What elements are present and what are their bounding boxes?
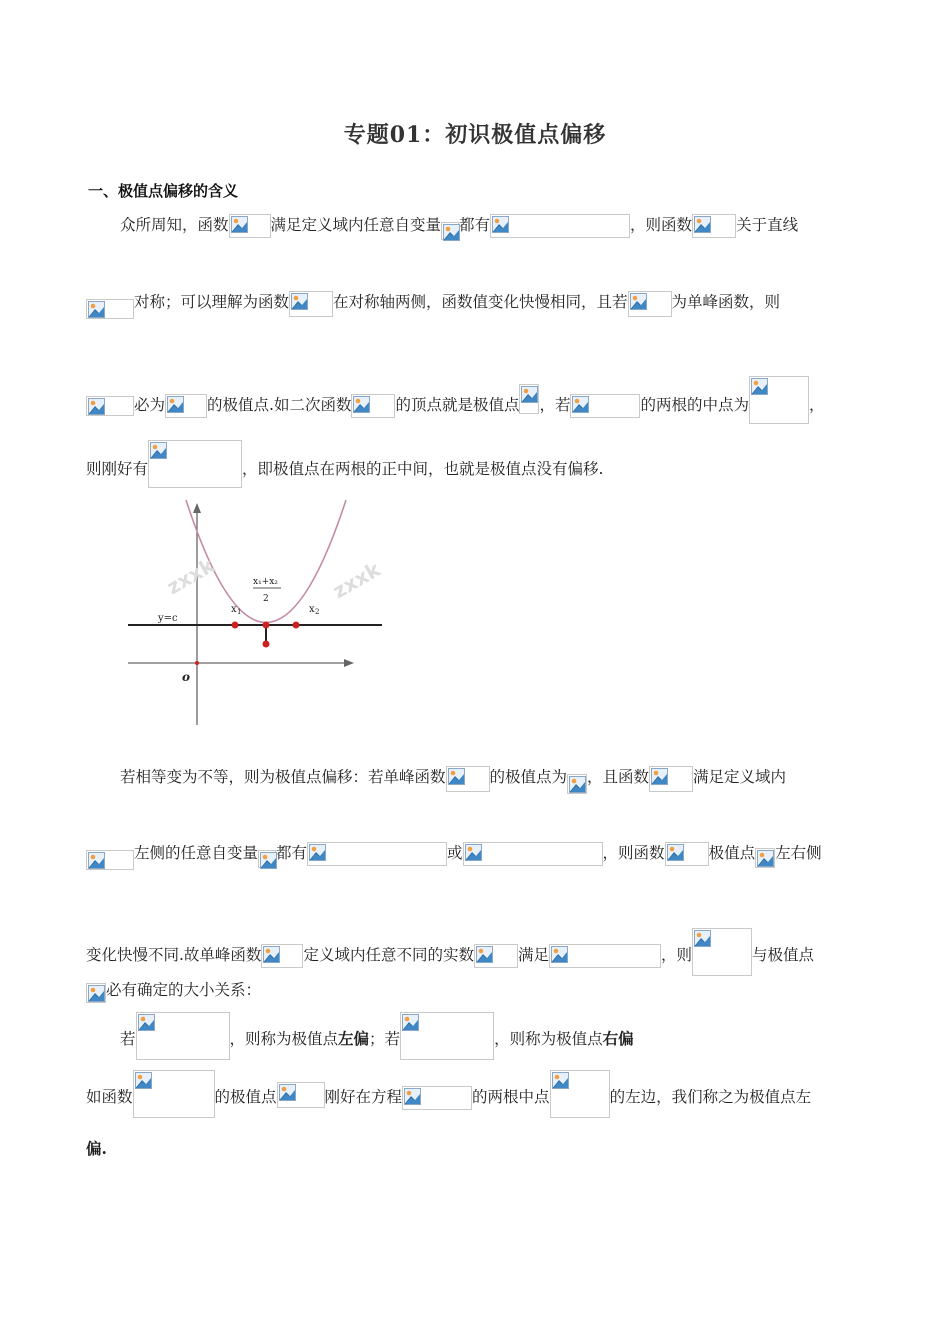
broken-image-icon bbox=[443, 224, 460, 241]
label-origin: o bbox=[182, 670, 191, 684]
label-midpoint-numerator: x₁+x₂ bbox=[253, 577, 278, 587]
broken-image-icon bbox=[448, 768, 465, 785]
broken-image-icon bbox=[552, 1072, 569, 1089]
broken-image-icon bbox=[88, 398, 105, 415]
broken-image-icon bbox=[569, 776, 586, 793]
formula-image bbox=[649, 766, 693, 792]
p1-line3: 必为 的极值点.如二次函数 的顶点就是极值点 ，若 的两根的中点为 ， bbox=[86, 376, 825, 424]
formula-image bbox=[351, 394, 395, 418]
p2-line4: 必有确定的大小关系： bbox=[86, 978, 261, 1003]
formula-image bbox=[549, 944, 661, 968]
broken-image-icon bbox=[630, 293, 647, 310]
formula-image bbox=[261, 944, 303, 968]
broken-image-icon bbox=[404, 1088, 421, 1105]
page-title: 专题01：初识极值点偏移 bbox=[343, 122, 607, 148]
broken-image-icon bbox=[465, 844, 482, 861]
broken-image-icon bbox=[492, 216, 509, 233]
formula-image bbox=[258, 850, 276, 868]
section-heading: 一、极值点偏移的含义 bbox=[88, 182, 239, 200]
p1-line1: 众所周知，函数 满足定义域内任意自变量 都有 ，则函数 关于直线 bbox=[120, 213, 798, 240]
watermark: zxxk bbox=[162, 553, 219, 600]
broken-image-icon bbox=[279, 1084, 296, 1101]
parabola-graph bbox=[120, 495, 392, 730]
svg-text:2: 2 bbox=[315, 608, 320, 616]
formula-image bbox=[148, 440, 242, 488]
formula-image bbox=[136, 1012, 230, 1060]
broken-image-icon bbox=[551, 946, 568, 963]
broken-image-icon bbox=[150, 442, 167, 459]
broken-image-icon bbox=[694, 216, 711, 233]
broken-image-icon bbox=[353, 396, 370, 413]
formula-image bbox=[441, 222, 459, 240]
p2-line3: 变化快慢不同.故单峰函数 定义域内任意不同的实数 满足 ，则 与极值点 bbox=[86, 928, 814, 976]
svg-text:1: 1 bbox=[237, 608, 242, 616]
broken-image-icon bbox=[263, 946, 280, 963]
broken-image-icon bbox=[309, 844, 326, 861]
broken-image-icon bbox=[260, 852, 277, 869]
label-midpoint-denominator: 2 bbox=[263, 594, 269, 604]
broken-image-icon bbox=[651, 768, 668, 785]
formula-image bbox=[86, 850, 134, 870]
broken-image-icon bbox=[231, 216, 248, 233]
point-midpoint bbox=[263, 622, 270, 629]
formula-image bbox=[474, 944, 518, 968]
formula-image bbox=[307, 842, 447, 866]
p3-line: 若 ，则称为极值点左偏；若 ，则称为极值点右偏 bbox=[120, 1012, 634, 1060]
formula-image bbox=[86, 983, 106, 1003]
formula-image bbox=[628, 291, 672, 317]
p2-line2: 左侧的任意自变量 都有 或 ，则函数 极值点 左右侧 bbox=[86, 841, 822, 870]
formula-image bbox=[519, 384, 539, 414]
formula-image bbox=[692, 928, 752, 976]
broken-image-icon bbox=[694, 930, 711, 947]
formula-image bbox=[692, 214, 736, 238]
label-x2: x bbox=[309, 604, 315, 615]
broken-image-icon bbox=[88, 852, 105, 869]
broken-image-icon bbox=[667, 844, 684, 861]
term-right-offset: 右偏 bbox=[602, 1029, 634, 1048]
broken-image-icon bbox=[138, 1014, 155, 1031]
point-x2 bbox=[293, 622, 300, 629]
broken-image-icon bbox=[572, 396, 589, 413]
formula-image bbox=[400, 1012, 494, 1060]
formula-image bbox=[446, 766, 490, 792]
formula-image bbox=[402, 1086, 472, 1110]
formula-image bbox=[567, 774, 587, 794]
broken-image-icon bbox=[476, 946, 493, 963]
point-vertex bbox=[263, 641, 270, 648]
p4-line1: 如函数 的极值点 刚好在方程 的两根中点 的左边，我们称之为极值点左 bbox=[86, 1070, 811, 1118]
formula-image bbox=[165, 394, 207, 418]
formula-image bbox=[86, 396, 134, 416]
broken-image-icon bbox=[291, 293, 308, 310]
p4-line2: 偏. bbox=[86, 1139, 107, 1158]
formula-image bbox=[133, 1070, 215, 1118]
point-x1 bbox=[232, 622, 239, 629]
p2-line1: 若相等变为不等，则为极值点偏移：若单峰函数 的极值点为 ，且函数 满足定义域内 bbox=[120, 765, 786, 794]
broken-image-icon bbox=[521, 386, 538, 403]
formula-image bbox=[749, 376, 809, 424]
label-x1: x bbox=[231, 604, 237, 615]
broken-image-icon bbox=[167, 396, 184, 413]
term-left-offset: 左偏 bbox=[338, 1029, 370, 1048]
broken-image-icon bbox=[88, 301, 105, 318]
broken-image-icon bbox=[757, 850, 774, 867]
broken-image-icon bbox=[402, 1014, 419, 1031]
p1-line2: 对称；可以理解为函数 在对称轴两侧，函数值变化快慢相同，且若 为单峰函数，则 bbox=[86, 290, 780, 319]
formula-image bbox=[229, 214, 271, 238]
watermark: zxxk bbox=[328, 557, 385, 604]
formula-image bbox=[755, 848, 775, 868]
broken-image-icon bbox=[135, 1072, 152, 1089]
formula-image bbox=[570, 394, 640, 418]
formula-image bbox=[289, 291, 333, 317]
formula-image bbox=[86, 299, 134, 319]
formula-image bbox=[463, 842, 603, 866]
formula-image bbox=[490, 214, 630, 238]
broken-image-icon bbox=[751, 378, 768, 395]
p1-line4: 则刚好有 ，即极值点在两根的正中间，也就是极值点没有偏移. bbox=[86, 440, 603, 488]
label-y-c: y=c bbox=[158, 613, 178, 624]
formula-image bbox=[665, 842, 709, 866]
formula-image bbox=[550, 1070, 610, 1118]
formula-image bbox=[277, 1082, 325, 1108]
broken-image-icon bbox=[88, 985, 105, 1002]
